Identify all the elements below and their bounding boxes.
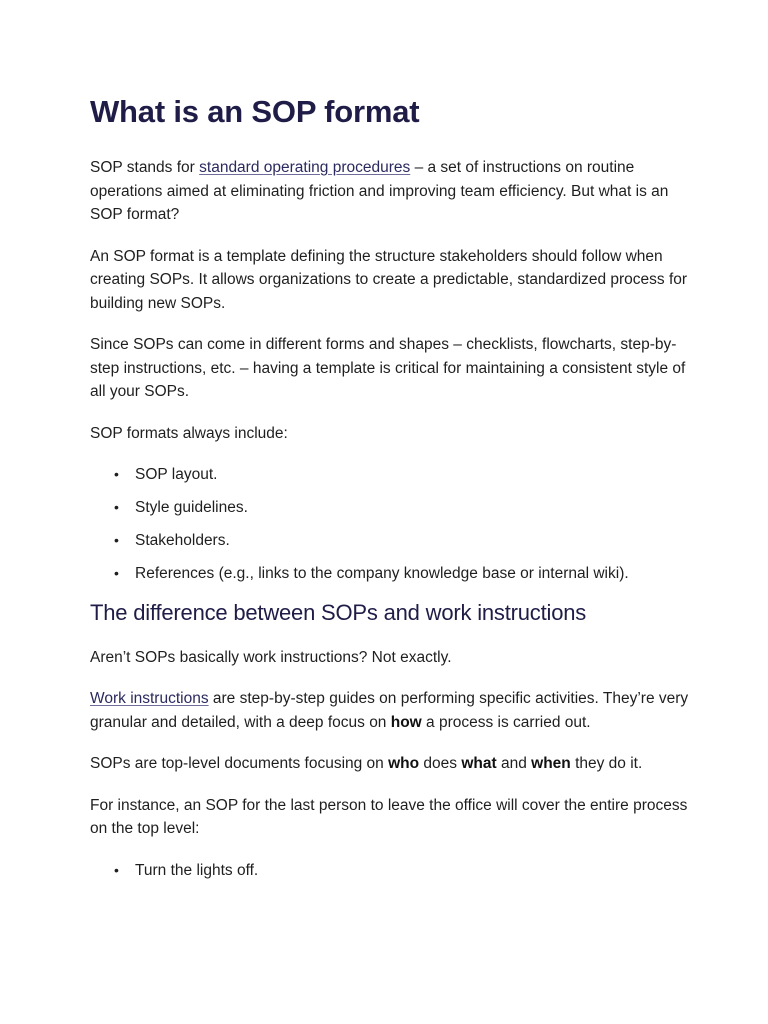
- bold-who: who: [388, 755, 420, 772]
- standard-operating-procedures-link[interactable]: standard operating procedures: [199, 159, 411, 176]
- list-item: • Style guidelines.: [135, 496, 690, 520]
- bold-how: how: [390, 713, 422, 731]
- bold-what: what: [461, 755, 497, 772]
- work-instructions-link[interactable]: Work instructions: [90, 690, 209, 707]
- bold-when: when: [531, 755, 571, 772]
- includes-paragraph: SOP formats always include:: [90, 424, 288, 442]
- question-paragraph: Aren’t SOPs basically work instructions? Not exactly.: [90, 648, 452, 666]
- article: [90, 92, 690, 892]
- list-item: • Stakeholders.: [135, 529, 690, 553]
- sops-text-3: and: [496, 755, 532, 772]
- sops-text-2: does: [419, 755, 462, 772]
- intro-text-before: SOP stands for: [90, 159, 200, 176]
- intro-text-after: – a set of instructions on routine operations aimed at eliminating friction and improving team efficiency. But what is an SOP format?: [90, 159, 669, 223]
- sops-text-4: they do it.: [570, 755, 643, 772]
- work-instructions-text: are step-by-step guides on performing specific activities. They’re very granular and detailed, with a deep focus on: [90, 690, 689, 731]
- sops-text-1: SOPs are top-level documents focusing on: [90, 755, 389, 772]
- list-item: • References (e.g., links to the company knowledge base or internal wiki).: [135, 562, 690, 586]
- intro-paragraph: [90, 156, 690, 227]
- list-item: • SOP layout.: [135, 463, 690, 487]
- includes-list: [90, 463, 690, 586]
- definition-paragraph: An SOP format is a template defining the structure stakeholders should follow when creating SOPs. It allows organizations to create a predictable, standardized process for building new SOPs.: [90, 247, 688, 312]
- forms-paragraph: Since SOPs can come in different forms and shapes – checklists, flowcharts, step-by-step instructions, etc. – having a template is critical for maintaining a consistent style of all your SOPs.: [90, 336, 686, 400]
- section-heading: The difference between SOPs and work instructions: [90, 599, 587, 625]
- steps-list: [90, 859, 690, 883]
- work-instructions-text-end: a process is carried out.: [421, 713, 591, 731]
- work-instructions-paragraph: [90, 687, 690, 734]
- sops-paragraph: [90, 752, 690, 776]
- list-item: • Turn the lights off.: [135, 859, 690, 883]
- page-title: What is an SOP format: [90, 94, 420, 129]
- example-paragraph: For instance, an SOP for the last person to leave the office will cover the entire process on the top level:: [90, 796, 688, 837]
